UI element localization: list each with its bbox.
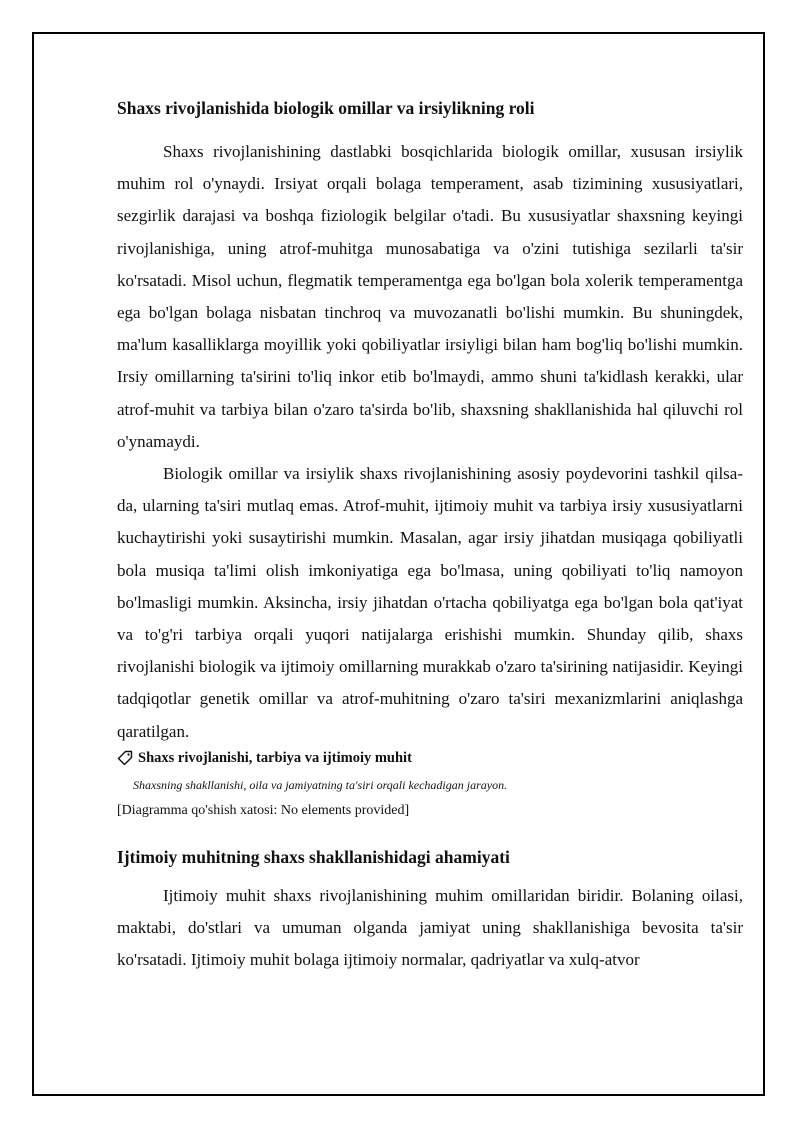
diagram-block: [117, 748, 743, 821]
diagram-subtitle: Shaxsning shakllanishi, oila va jamiyatning ta'siri orqali kechadigan jarayon.: [133, 777, 508, 792]
section-heading-social-environment: Ijtimoiy muhitning shaxs shakllanishidagi ahamiyati: [117, 846, 510, 867]
diagram-title-row: [117, 748, 743, 768]
diagram-error-message: [Diagramma qo'shish xatosi: No elements provided]: [117, 802, 410, 818]
document-body: [117, 96, 743, 976]
diagram-title: Shaxs rivojlanishi, tarbiya va ijtimoiy muhit: [138, 749, 412, 766]
paragraph: Ijtimoiy muhit shaxs rivojlanishining muhim omillaridan biridir. Bolaning oilasi, maktabi, do'stlari va umuman olganda jamiyat uning shakllanishiga bevosita ta'sir ko'rsatadi. Ijtimoiy muhit bolaga ijtimoiy normalar, qadriyatlar va xulq-atvor: [117, 885, 743, 970]
paragraph: Shaxs rivojlanishining dastlabki bosqichlarida biologik omillar, xususan irsiylik muhim rol o'ynaydi. Irsiyat orqali bolaga temperament, asab tizimining xususiyatlari, sezgirlik darajasi va boshqa fiziologik belgilar o'tadi. Bu xususiyatlar shaxsning keyingi rivojlanishiga, uning atrof-muhitga munosabatiga va o'zini tutishiga sezilarli ta'sir ko'rsatadi. Misol uchun, flegmatik temperamentga ega bo'lgan bola xolerik temperamentga ega bo'lgan bolaga nisbatan tinchroq va muvozanatli bo'lishi mumkin. Bu shuningdek, ma'lum kasalliklarga moyillik yoki qobiliyatlar irsiyligi bilan ham bog'liq bo'lishi mumkin. Irsiy omillarning ta'sirini to'liq inkor etib bo'lmaydi, ammo shuni ta'kidlash kerakki, ular atrof-muhit va tarbiya bilan o'zaro ta'sirda bo'lib, shaxsning shakllanishida hal qiluvchi rol o'ynamaydi.: [117, 142, 743, 451]
section-heading-biological-factors: Shaxs rivojlanishida biologik omillar va irsiylikning roli: [117, 98, 535, 118]
tag-icon: [117, 750, 133, 766]
paragraph: Biologik omillar va irsiylik shaxs rivojlanishining asosiy poydevorini tashkil qilsa-da, ularning ta'siri mutlaq emas. Atrof-muhit, ijtimoiy muhit va tarbiya irsiy xususiyatlarni kuchaytirishi yoki susaytirishi mumkin. Masalan, agar irsiy jihatdan musiqaga qobiliyatli bola musiqa ta'limi olish imkoniyatiga ega bo'lmasa, uning qobiliyati to'liq namoyon bo'lmasligi mumkin. Aksincha, irsiy jihatdan o'rtacha qobiliyatga ega bo'lgan bola qat'iyat va to'g'ri tarbiya orqali yuqori natijalarga erishishi mumkin. Shunday qilib, shaxs rivojlanishi biologik va ijtimoiy omillarning murakkab o'zaro ta'sirining natijasidir. Keyingi tadqiqotlar genetik omillar va atrof-muhitning o'zaro ta'siri mexanizmlarini aniqlashga qaratilgan.: [117, 464, 743, 741]
